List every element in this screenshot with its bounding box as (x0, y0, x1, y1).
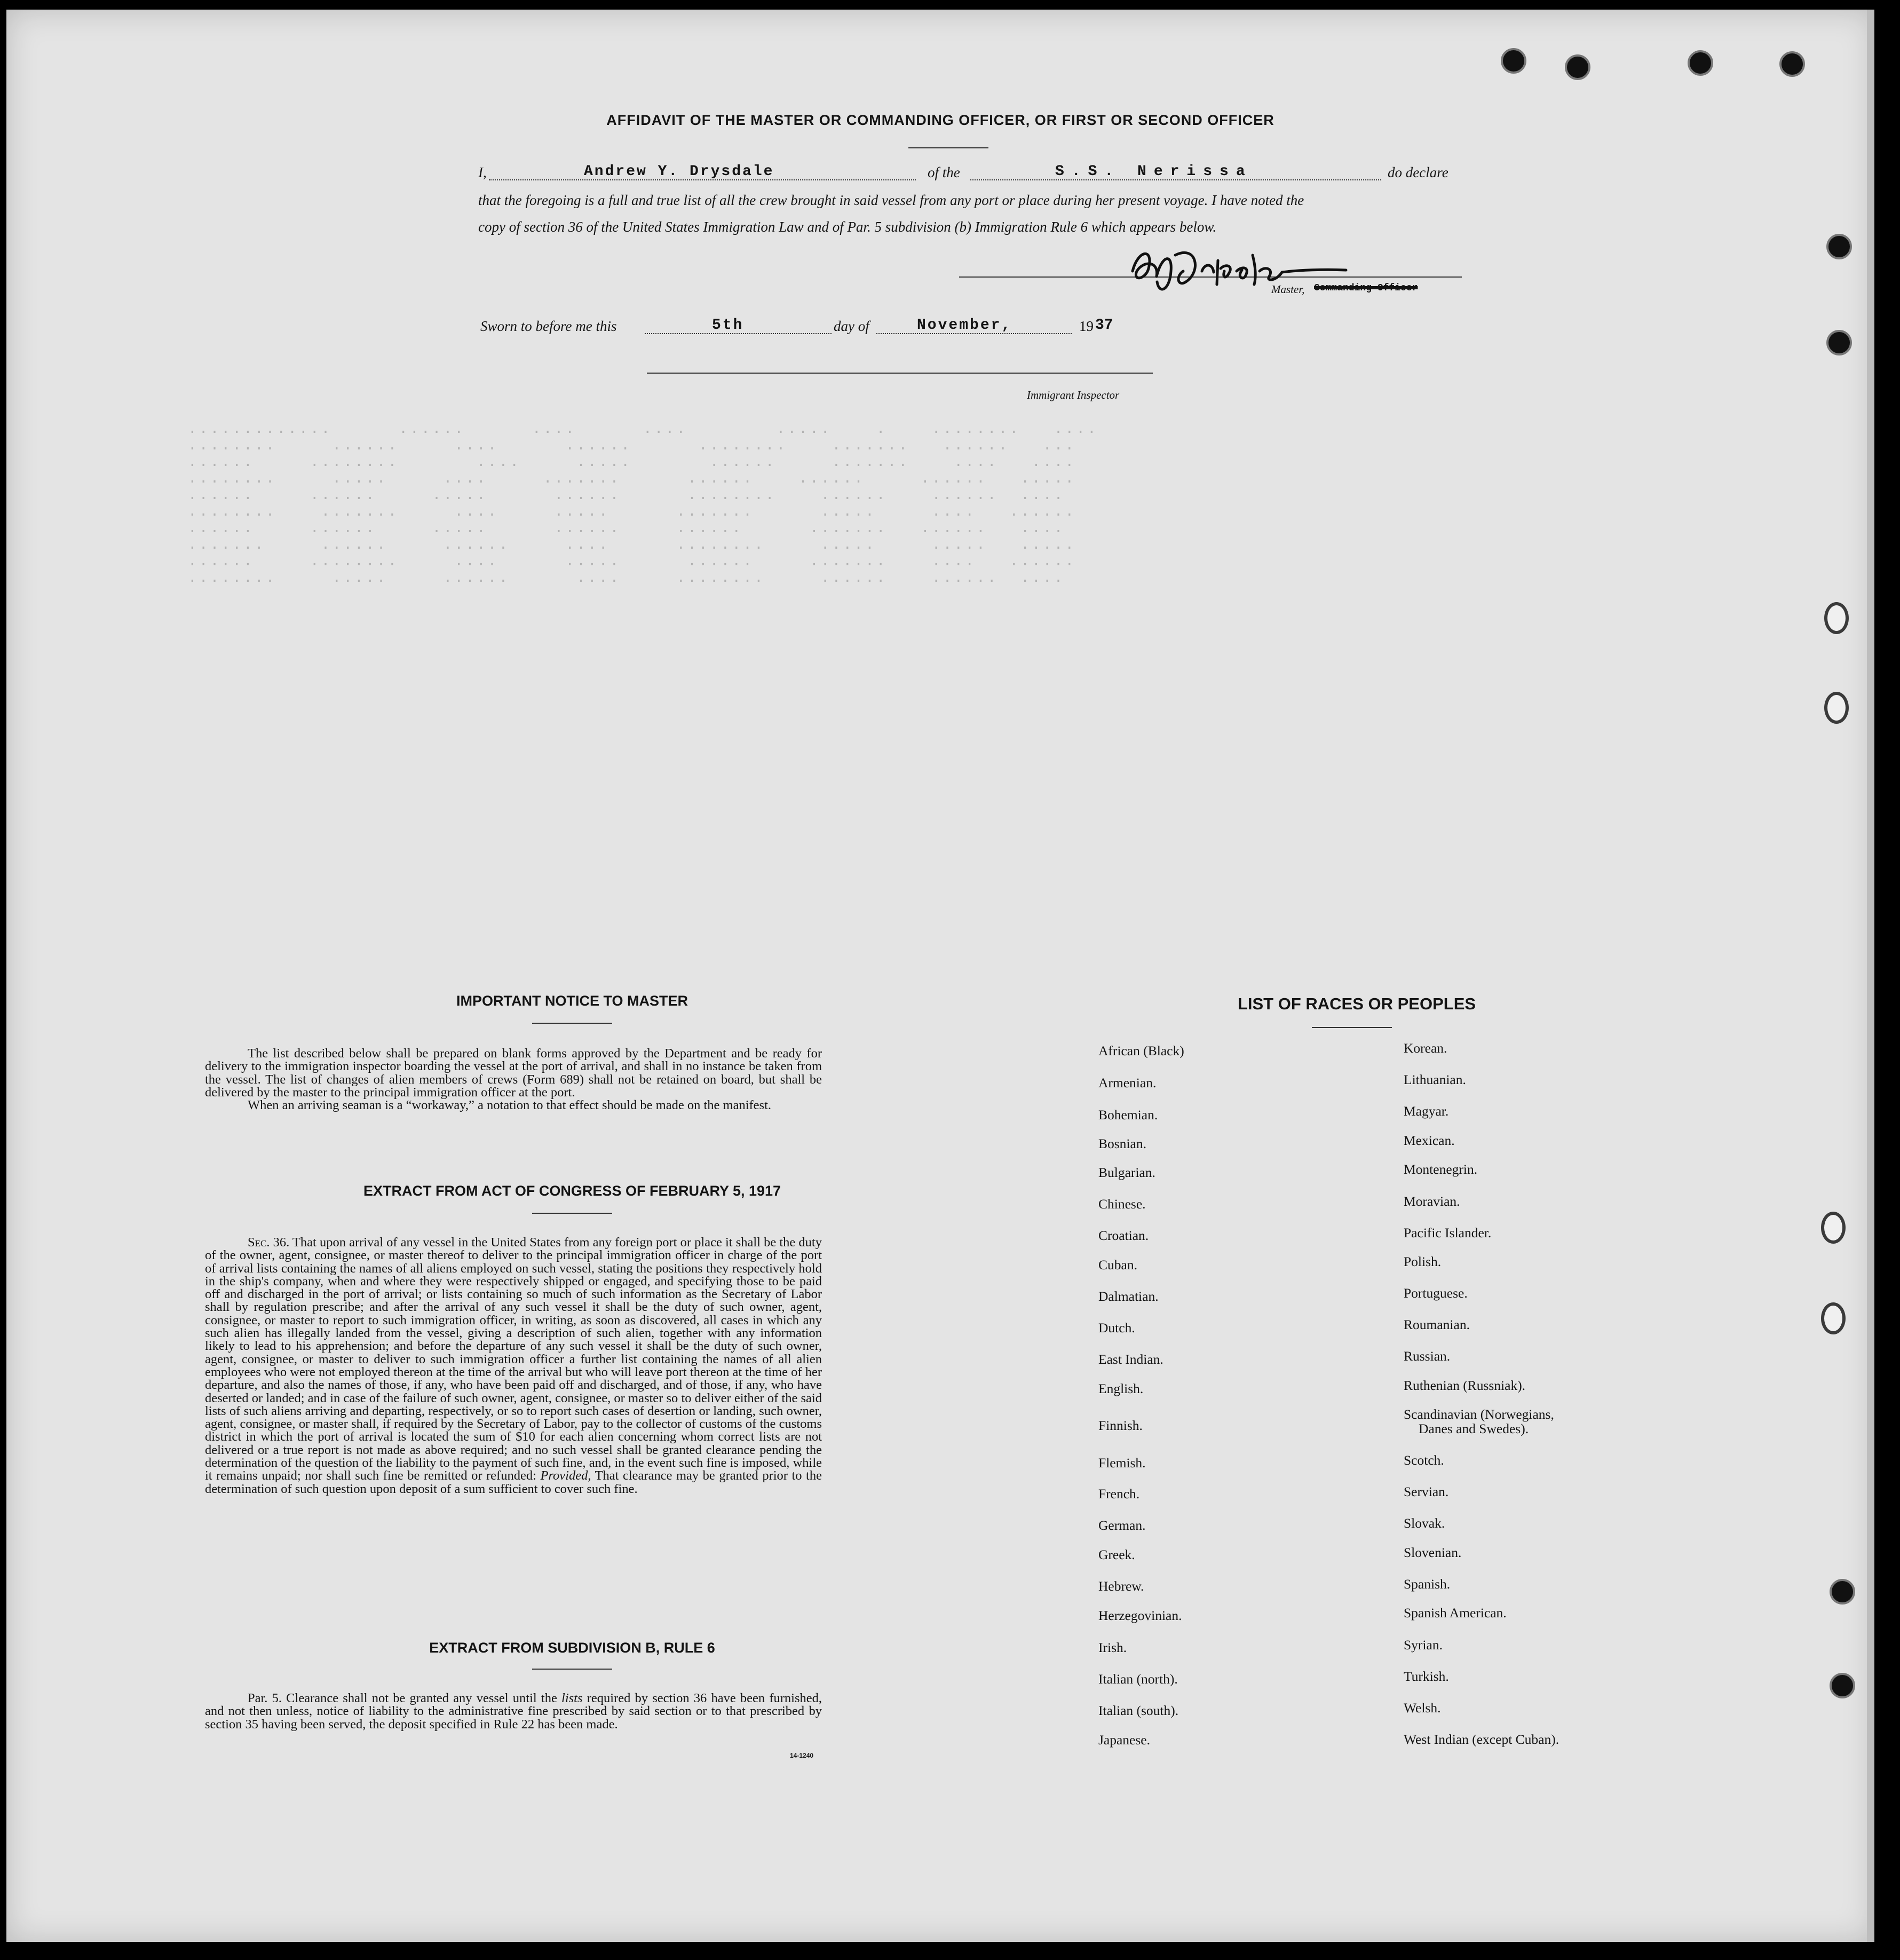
race-left-item: Chinese. (1098, 1196, 1146, 1212)
race-right-item: Spanish American. (1404, 1605, 1507, 1621)
punch-hole-icon (1830, 1673, 1855, 1698)
punch-hole-icon (1826, 330, 1852, 355)
act-text (205, 1236, 822, 1496)
do-declare-label: do declare (1388, 164, 1448, 180)
inspector-label: Immigrant Inspector (1027, 389, 1120, 401)
race-right-item: Scotch. (1404, 1452, 1444, 1468)
race-right-item: Syrian. (1404, 1637, 1443, 1653)
race-right-item: Welsh. (1404, 1700, 1441, 1716)
race-left-item: Japanese. (1098, 1732, 1150, 1748)
race-left-item: French. (1098, 1486, 1140, 1501)
races-heading: LIST OF RACES OR PEOPLES (1237, 994, 1476, 1013)
struck-title-text: Commanding Officer (1314, 283, 1418, 294)
punch-hole-icon (1821, 1302, 1846, 1334)
affidavit-title: AFFIDAVIT OF THE MASTER OR COMMANDING OFFICER, OR FIRST OR SECOND OFFICER (606, 112, 1274, 128)
race-right-item: Ruthenian (Russniak). (1404, 1378, 1526, 1393)
notice-text (205, 1047, 822, 1112)
vessel-name: S.S. Nerissa (1055, 163, 1253, 180)
race-left-item: Greek. (1098, 1547, 1135, 1562)
race-right-item: Spanish. (1404, 1576, 1451, 1592)
rule-text-a: Par. 5. Clearance shall not be granted any vessel until the (248, 1691, 557, 1705)
race-left-item: Italian (south). (1098, 1703, 1179, 1718)
notice-heading: IMPORTANT NOTICE TO MASTER (456, 993, 688, 1009)
race-left-item: East Indian. (1098, 1352, 1163, 1367)
race-left-item: Croatian. (1098, 1228, 1149, 1243)
divider (532, 1669, 612, 1670)
race-right-item: Pacific Islander. (1404, 1225, 1492, 1240)
race-right-item: Moravian. (1404, 1194, 1460, 1209)
race-right-item: Danes and Swedes). (1419, 1421, 1529, 1436)
master-title-label: Master, (1271, 283, 1305, 296)
race-right-item: West Indian (except Cuban). (1404, 1732, 1559, 1747)
race-right-item: Polish. (1404, 1254, 1442, 1269)
divider (1312, 1027, 1392, 1028)
lists-word: lists (561, 1691, 583, 1705)
divider (532, 1213, 612, 1214)
year-prefix: 19 (1079, 318, 1094, 334)
race-right-item: Lithuanian. (1404, 1072, 1466, 1087)
section-36-text: That upon arrival of any vessel in the United States from any foreign port or place it shall be the duty of the owner, agent, consignee, or master thereof to deliver to the principal immigration officer in charge of the port of arrival lists containing the names of all aliens employed on such vessel, stating the positions they respectively hold in the ship's company, when and where they were respectively shipped or engaged, and specifying those to be paid off and discharged in the port of arrival; or lists containing so much of such information as the Secretary of Labor shall by regulation prescribe; and after the arrival of any such vessel it shall be the duty of such owner, agent, consignee, or master to report to such immigration officer, in writing, as soon as discovered, all cases in which any such alien has illegally landed from the vessel, giving a description of such alien, together with any information likely to lead to his apprehension; and before the departure of any such vessel it shall be the duty of such owner, agent, consignee, or master to deliver to such immigration officer a further list containing the names of all alien employees who were not employed thereon at the time of the arrival but who will leave port thereon at the time of her departure, and also the names of those, if any, who have been paid off and discharged, and of those, if any, who have deserted or landed; and in case of the failure of such owner, agent, consignee, or master so to deliver either of the said lists of such aliens arriving and departing, respectively, or so to report such cases of desertion or landing, such owner, agent, consignee, or master shall, if required by the Secretary of Labor, pay to the collector of customs of the customs district in which the port of arrival is located the sum of $10 for each alien concerning whom correct lists are not delivered or a true report is not made as above required; and no such vessel shall be granted clearance pending the determination of the question of the liability to the payment of such fine, and, in the event such fine is imposed, while it remains unpaid; nor shall such fine be remitted or refunded: (205, 1235, 822, 1483)
rule-text (205, 1692, 822, 1731)
race-left-item: Herzegovinian. (1098, 1608, 1182, 1623)
race-left-item: Cuban. (1098, 1257, 1137, 1273)
rule-text-b: required by section 36 have been furnished, and not then unless, notice of liability to the administrative fine prescribed by said section or to that prescribed by section 35 having been served, the deposit specified in Rule 22 has been made. (205, 1691, 822, 1732)
race-left-item: Dalmatian. (1098, 1289, 1159, 1304)
race-left-item: Italian (north). (1098, 1671, 1178, 1687)
form-number: 14-1240 (790, 1752, 814, 1759)
punch-hole-icon (1821, 1212, 1846, 1244)
race-right-item: Servian. (1404, 1484, 1449, 1499)
sworn-day: 5th (712, 317, 744, 334)
race-right-item: Turkish. (1404, 1669, 1449, 1684)
sworn-label: Sworn to before me this (480, 318, 617, 334)
race-right-item: Magyar. (1404, 1103, 1449, 1119)
race-left-item: African (Black) (1098, 1043, 1184, 1058)
affidavit-line-3: copy of section 36 of the United States Immigration Law and of Par. 5 subdivision (b) Immigration Rule 6 which appears below. (478, 219, 1217, 235)
notice-paragraph-2: When an arriving seaman is a “workaway,” a notation to that effect should be made on the manifest. (248, 1098, 772, 1113)
bleed-through-texture: ............. ...... .... .... ..... . ........ .... ........ ...... .... ...... ........ ....... ...... ... ...... ........ .... ..... ...... ....... .... .... ........ ..... .... ....... ...... ...... ...... ..... ...... ...... ..... ...... ........ ...... ...... .... ........ ....... .... ..... ....... ..... .... ...... ...... ...... ..... ...... ...... ....... ...... .... ....... ...... ...... .... ........ ..... ..... ..... ...... ........ .... ..... ...... ....... .... ...... ........ ..... ...... .... ........ ...... ...... .... (188, 421, 1098, 587)
act-heading: EXTRACT FROM ACT OF CONGRESS OF FEBRUARY 5, 1917 (363, 1183, 781, 1199)
document-page (6, 10, 1874, 1942)
divider (532, 1023, 612, 1024)
section-36-text-end: That clearance may be granted prior to the determination of such question upon deposit of a sum sufficient to cover such fine. (205, 1468, 822, 1496)
race-right-item: Russian. (1404, 1348, 1451, 1364)
race-left-item: Bohemian. (1098, 1107, 1158, 1123)
provided-word: Provided, (540, 1468, 591, 1483)
race-right-item: Slovenian. (1404, 1545, 1462, 1560)
race-right-item: Mexican. (1404, 1133, 1455, 1148)
of-the-label: of the (928, 164, 960, 180)
sworn-month: November, (917, 317, 1012, 334)
race-left-item: Bulgarian. (1098, 1165, 1155, 1180)
race-left-item: Finnish. (1098, 1418, 1143, 1433)
inspector-signature-line (647, 373, 1153, 374)
race-right-item: Portuguese. (1404, 1285, 1468, 1301)
year-suffix: 37 (1095, 317, 1113, 334)
race-right-item: Roumanian. (1404, 1317, 1470, 1332)
race-right-item: Slovak. (1404, 1515, 1445, 1531)
punch-hole-icon (1779, 51, 1805, 77)
race-left-item: English. (1098, 1381, 1144, 1396)
affidavit-lead: I, (478, 164, 487, 180)
race-left-item: Dutch. (1098, 1320, 1135, 1335)
race-right-item: Scandinavian (Norwegians, (1404, 1406, 1554, 1422)
race-left-item: Irish. (1098, 1640, 1127, 1655)
punch-hole-icon (1688, 50, 1713, 76)
race-left-item: Flemish. (1098, 1455, 1146, 1471)
divider (908, 147, 988, 148)
master-name: Andrew Y. Drysdale (584, 163, 774, 180)
punch-hole-icon (1565, 54, 1590, 80)
punch-hole-icon (1830, 1579, 1855, 1605)
rule-heading: EXTRACT FROM SUBDIVISION B, RULE 6 (429, 1640, 715, 1656)
race-right-item: Montenegrin. (1404, 1161, 1478, 1177)
race-left-item: German. (1098, 1518, 1146, 1533)
punch-hole-icon (1824, 692, 1849, 724)
day-of-label: day of (834, 318, 869, 334)
affidavit-line-2: that the foregoing is a full and true list of all the crew brought in said vessel from any port or place during her present voyage. I have noted the (478, 192, 1304, 208)
race-left-item: Bosnian. (1098, 1136, 1146, 1151)
race-left-item: Hebrew. (1098, 1578, 1144, 1594)
punch-hole-icon (1501, 48, 1526, 74)
race-left-item: Armenian. (1098, 1075, 1157, 1090)
section-label: Sec. 36. (248, 1235, 290, 1250)
race-right-item: Korean. (1404, 1040, 1447, 1056)
notice-paragraph-1: The list described below shall be prepared on blank forms approved by the Department and be ready for delivery to the immigration inspector boarding the vessel at the port of arrival, and shall in no instance be taken from the vessel. The list of changes of alien members of crews (Form 689) shall not be retained on board, but shall be delivered by the master to the principal immigration officer at the port. (205, 1046, 822, 1100)
punch-hole-icon (1826, 234, 1852, 259)
punch-hole-icon (1824, 602, 1849, 634)
